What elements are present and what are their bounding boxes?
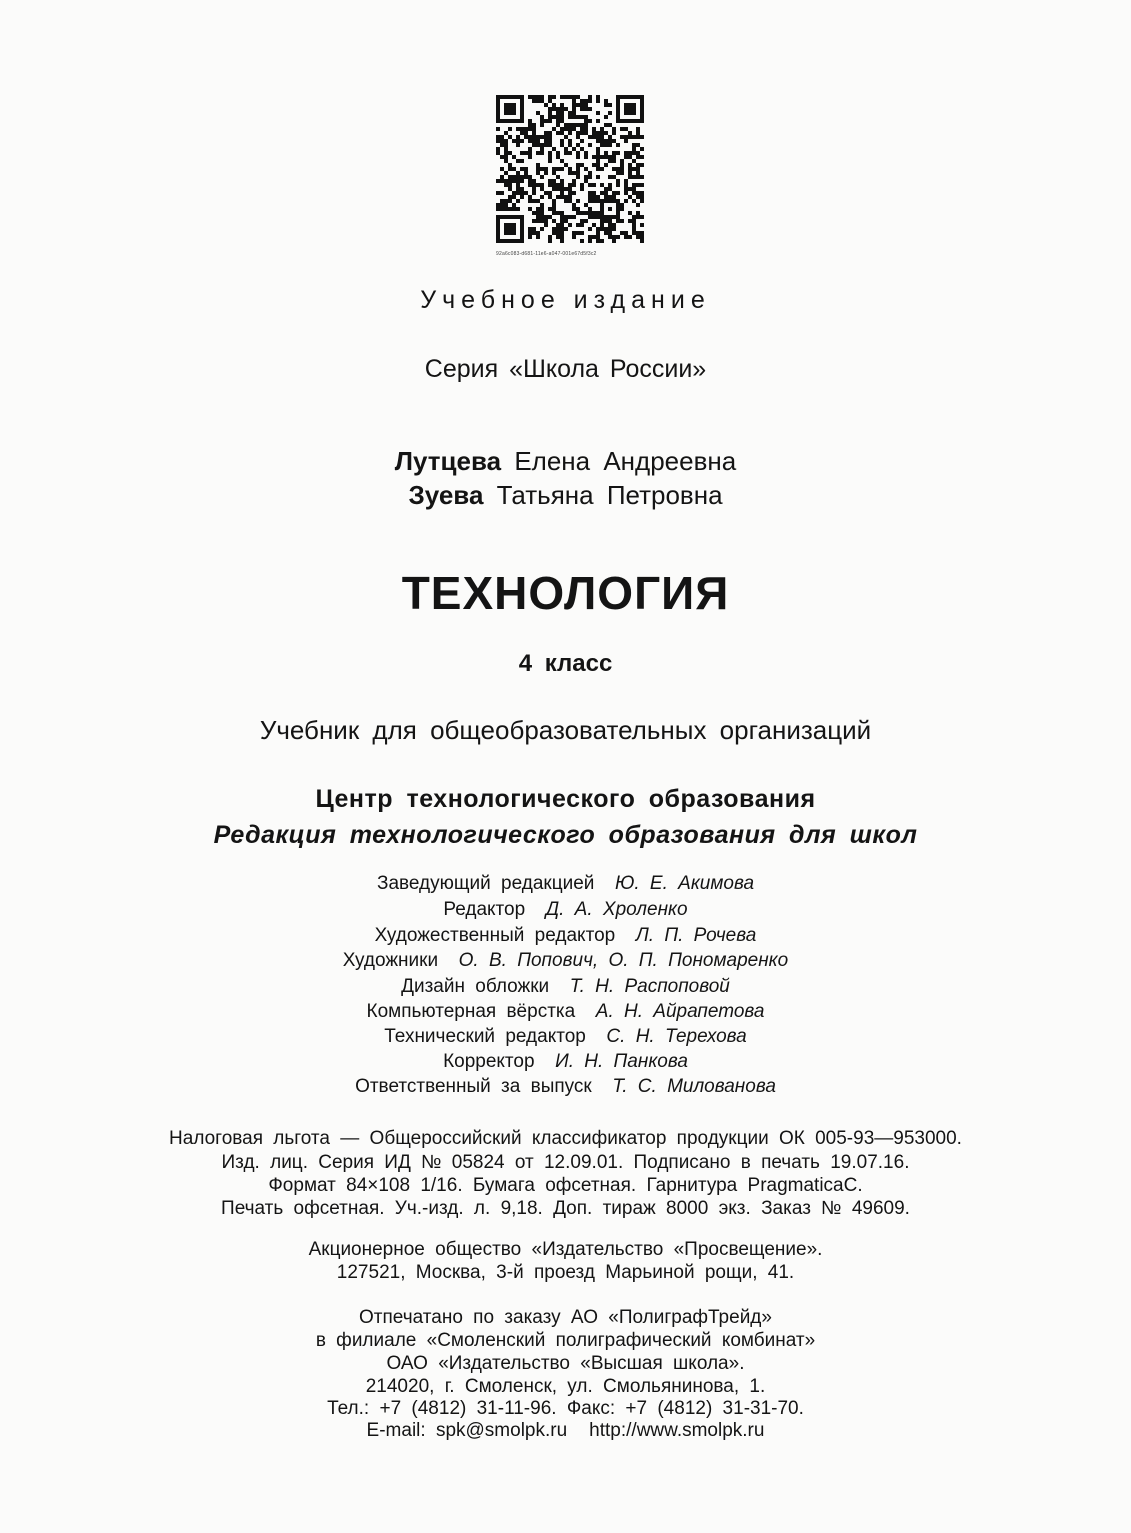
imprint-line: Печать офсетная. Уч.-изд. л. 9,18. Доп. тираж 8000 экз. Заказ № 49609.	[221, 1198, 910, 1219]
imprint-line: Формат 84×108 1/16. Бумага офсетная. Гарнитура PragmaticaC.	[268, 1175, 863, 1196]
website-link[interactable]: http://www.smolpk.ru	[589, 1420, 765, 1441]
printer-line: в филиале «Смоленский полиграфический комбинат»	[315, 1330, 816, 1351]
staff-role: Корректор	[443, 1051, 535, 1072]
staff-line	[0, 1001, 1131, 1027]
staff-names: Л. П. Рочева	[635, 925, 757, 946]
author-name: Елена Андреевна	[514, 446, 737, 476]
staff-names: Т. С. Милованова	[612, 1076, 776, 1097]
staff-names: А. Н. Айрапетова	[595, 1001, 765, 1022]
staff-role: Дизайн обложки	[401, 976, 550, 997]
staff-line	[0, 1076, 1131, 1102]
staff-names: Д. А. Хроленко	[545, 899, 688, 920]
book-subtitle: Учебник для общеобразовательных организаций	[259, 715, 872, 745]
grade-label: 4 класс	[518, 650, 613, 677]
staff-names: О. В. Попович, О. П. Пономаренко	[458, 950, 789, 971]
printer-line: Отпечатано по заказу АО «ПолиграфТрейд»	[359, 1307, 772, 1328]
email-link[interactable]: spk@smolpk.ru	[435, 1420, 568, 1441]
imprint-line: Изд. лиц. Серия ИД № 05824 от 12.09.01. Подписано в печать 19.07.16.	[221, 1152, 910, 1173]
printer-line: 214020, г. Смоленск, ул. Смольянинова, 1.	[365, 1376, 766, 1397]
imprint-line: Налоговая льгота — Общероссийский классификатор продукции ОК 005-93—953000.	[169, 1128, 962, 1149]
staff-line	[0, 1026, 1131, 1052]
staff-line	[0, 925, 1131, 951]
author-name: Татьяна Петровна	[496, 480, 723, 510]
book-title: ТЕХНОЛОГИЯ	[401, 567, 730, 619]
publisher-line: Акционерное общество «Издательство «Просвещение».	[308, 1239, 823, 1260]
staff-line	[0, 899, 1131, 925]
printer-line: Тел.: +7 (4812) 31-11-96. Факс: +7 (4812) 31-31-70.	[327, 1398, 804, 1419]
author	[0, 446, 1131, 477]
author	[0, 480, 1131, 511]
printer-line: ОАО «Издательство «Высшая школа».	[386, 1353, 745, 1374]
series-name: Серия «Школа России»	[424, 355, 707, 383]
publisher-line: 127521, Москва, 3-й проезд Марьиной рощи, 41.	[336, 1262, 795, 1283]
staff-role: Художественный редактор	[374, 925, 616, 946]
staff-line	[0, 1051, 1131, 1077]
qr-caption: 92a6c083-d681-11e6-a047-001e67d5f3c2	[496, 251, 597, 257]
staff-names: Т. Н. Распоповой	[569, 976, 730, 997]
author-surname: Лутцева	[394, 446, 502, 476]
editorial-center: Центр технологического образования	[315, 785, 816, 813]
printer-contacts	[0, 1420, 1131, 1442]
staff-line	[0, 873, 1131, 899]
staff-line	[0, 950, 1131, 976]
staff-names: И. Н. Панкова	[555, 1051, 688, 1072]
staff-role: Ответственный за выпуск	[355, 1076, 592, 1097]
staff-role: Художники	[342, 950, 439, 971]
editorial-office: Редакция технологического образования для школ	[213, 821, 918, 849]
qr-code	[496, 95, 646, 257]
edition-type: Учебное издание	[420, 286, 711, 314]
staff-names: Ю. Е. Акимова	[614, 873, 755, 894]
qr-code-icon	[496, 95, 644, 243]
author-surname: Зуева	[408, 480, 484, 510]
staff-line	[0, 976, 1131, 1002]
staff-role: Компьютерная вёрстка	[366, 1001, 576, 1022]
staff-role: Технический редактор	[384, 1026, 586, 1047]
staff-role: Заведующий редакцией	[376, 873, 595, 894]
staff-names: С. Н. Терехова	[606, 1026, 747, 1047]
email-label: E-mail:	[366, 1420, 426, 1441]
staff-role: Редактор	[443, 899, 526, 920]
